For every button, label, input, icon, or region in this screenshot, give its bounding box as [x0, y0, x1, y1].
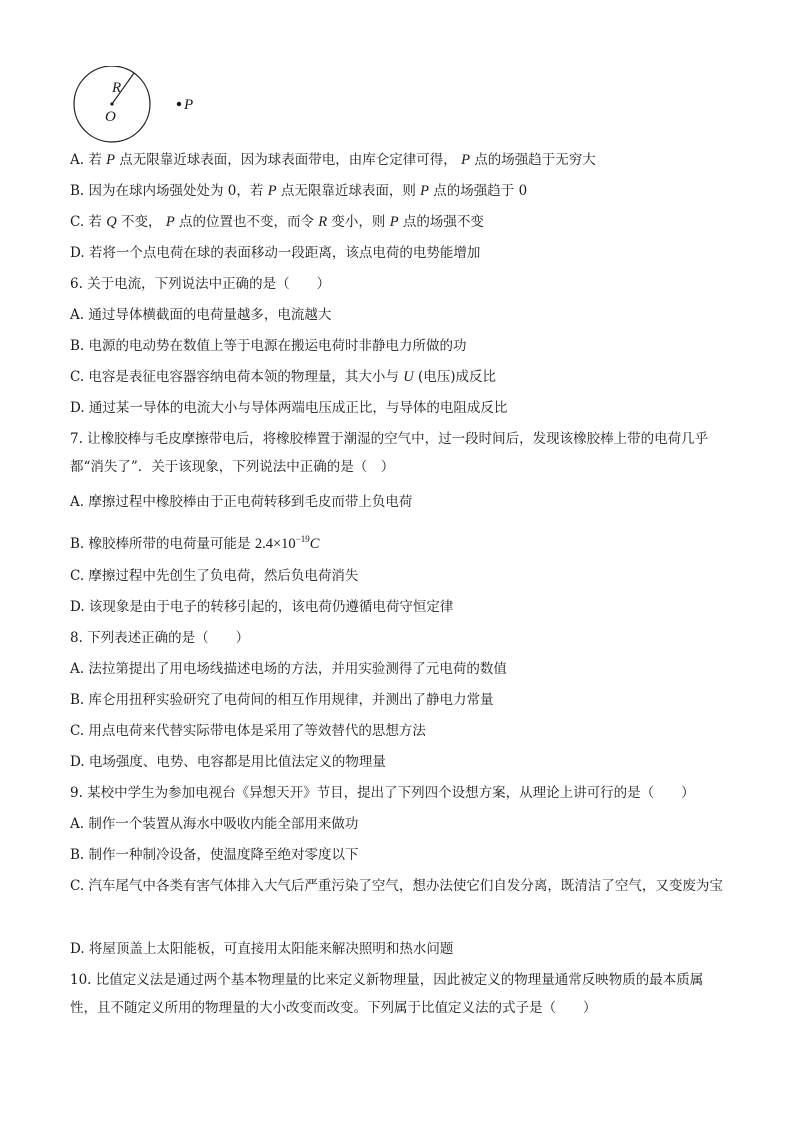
text: 点无限靠近球表面，则: [280, 183, 416, 199]
var: Q: [106, 214, 117, 230]
text: (电压)成反比: [418, 369, 497, 385]
q9-stem: 9. 某校中学生为参加电视台《异想天开》节目，提出了下列四个设想方案，从理论上讲可行的是（ ）: [70, 785, 695, 801]
q6-stem: 6. 关于电流，下列说法中正确的是（ ）: [70, 276, 331, 292]
q6-option-b: B. 电源的电动势在数值上等于电源在搬运电荷时非静电力所做的功: [70, 338, 467, 354]
point-p-dot: [177, 102, 181, 106]
var: P: [420, 183, 429, 199]
q5-option-b: [70, 181, 730, 201]
q5-option-c: [70, 212, 730, 232]
point-p-label: P: [184, 97, 194, 113]
var: P: [106, 152, 115, 168]
text: 不变，: [121, 214, 162, 230]
sphere-figure: [70, 66, 210, 146]
q7-option-a: A. 摩擦过程中橡胶棒由于正电荷转移到毛皮而带上负电荷: [70, 494, 413, 510]
q5-option-d: D. 若将一个点电荷在球的表面移动一段距离，该点电荷的电势能增加: [70, 245, 481, 261]
text: B. 因为在球内场强处处为 0，若: [70, 183, 264, 199]
var: P: [165, 214, 175, 230]
q9-option-a: A. 制作一个装置从海水中吸收内能全部用来做功: [70, 816, 359, 832]
var: U: [403, 369, 414, 385]
q8-stem: 8. 下列表述正确的是（ ）: [70, 630, 250, 646]
var: P: [461, 152, 470, 168]
text: 点无限靠近球表面，因为球表面带电，由库仑定律可得，: [119, 152, 457, 168]
text: 点的位置也不变，而令: [178, 214, 314, 230]
q10-stem: 10. 比值定义法是通过两个基本物理量的比来定义新物理量，因此被定义的物理量通常反映物质的最本质属性，且不随定义所用的物理量的大小改变而改变。下列属于比值定义法的式子是（ ）: [70, 972, 704, 1016]
text: C. 电容是表征电容器容纳电荷本领的物理量，其大小与: [70, 369, 399, 385]
q7-option-d: D. 该现象是由于电子的转移引起的，该电荷仍遵循电荷守恒定律: [70, 599, 454, 615]
q7-option-b: [70, 529, 730, 554]
q9-option-b: B. 制作一种制冷设备，使温度降至绝对零度以下: [70, 847, 359, 863]
text: 点的场强趋于无穷大: [474, 152, 596, 168]
q7-stem: 7. 让橡胶棒与毛皮摩擦带电后，将橡胶棒置于潮湿的空气中，过一段时间后，发现该橡胶棒上带的电荷几乎都“消失了”．关于该现象，下列说法中正确的是（ ）: [70, 431, 709, 475]
q8-option-d: D. 电场强度、电势、电容都是用比值法定义的物理量: [70, 754, 386, 770]
text: C. 若: [70, 214, 102, 230]
radius-label: R: [112, 80, 122, 96]
q8-option-c: C. 用点电荷来代替实际带电体是采用了等效替代的思想方法: [70, 723, 426, 739]
q7-option-c: C. 摩擦过程中先创生了负电荷，然后负电荷消失: [70, 568, 359, 584]
q9-option-d: D. 将屋顶盖上太阳能板，可直接用太阳能来解决照明和热水问题: [70, 941, 454, 957]
q6-option-a: A. 通过导体横截面的电荷量越多，电流越大: [70, 307, 332, 323]
var: R: [318, 214, 328, 230]
q6-option-c: [70, 367, 730, 387]
q9-option-c: C. 汽车尾气中各类有害气体排入大气后严重污染了空气，想办法使它们自发分离，既清洁了空气，又变废为宝: [70, 878, 723, 894]
unit: C: [309, 536, 320, 552]
center-dot: [110, 102, 113, 105]
q8-option-b: B. 库仑用扭秤实验研究了电荷间的相互作用规律，并测出了静电力常量: [70, 692, 494, 708]
q8-option-a: A. 法拉第提出了用电场线描述电场的方法，并用实验测得了元电荷的数值: [70, 661, 507, 677]
math-exponent: −19: [295, 534, 310, 544]
text: B. 橡胶棒所带的电荷量可能是: [70, 536, 251, 552]
text: 点的场强趋于 0: [433, 183, 528, 199]
math-number: 2.4×10: [254, 536, 296, 552]
text: A. 若: [70, 152, 102, 168]
text: 变小，则: [331, 214, 386, 230]
var: P: [389, 214, 399, 230]
q6-option-d: D. 通过某一导体的电流大小与导体两端电压成正比，与导体的电阻成反比: [70, 400, 508, 416]
text: 点的场强不变: [402, 214, 484, 230]
q5-option-a: [70, 150, 730, 170]
center-label: O: [105, 109, 116, 125]
var: P: [267, 183, 277, 199]
